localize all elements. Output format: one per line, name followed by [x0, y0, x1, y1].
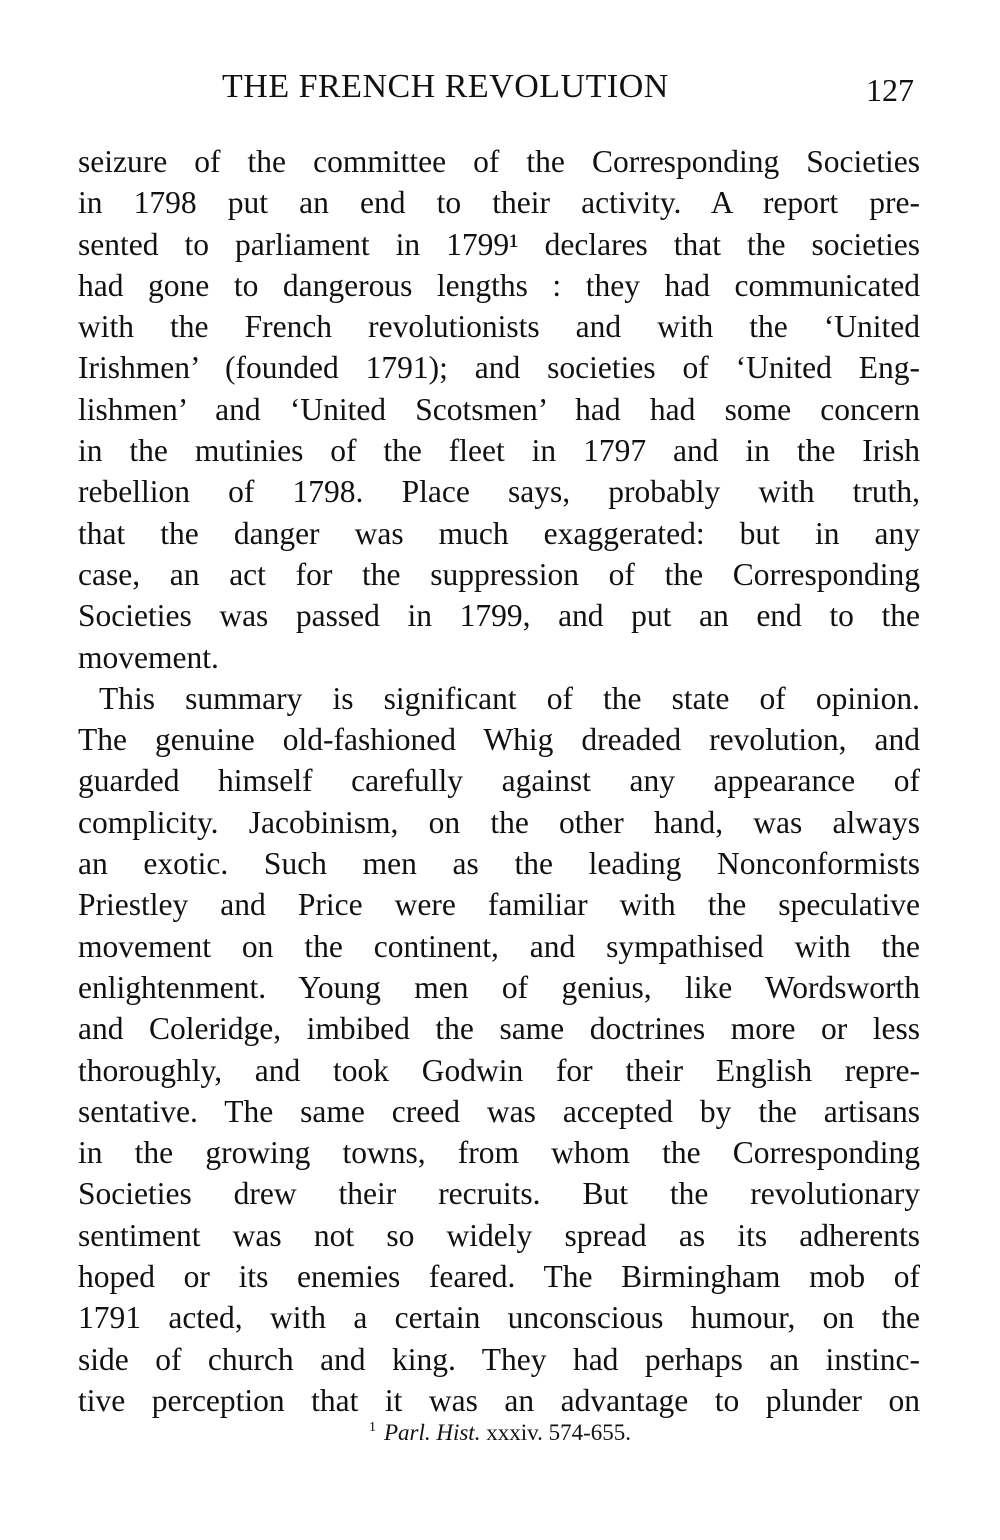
text-line: complicity. Jacobinism, on the other hand, was always: [78, 804, 920, 840]
text-line: rebellion of 1798. Place says, probably with truth,: [78, 474, 920, 510]
paragraph: [78, 678, 920, 1421]
page-number: 127: [866, 72, 914, 108]
text-line: guarded himself carefully against any appearance of: [78, 763, 920, 799]
text-line: sented to parliament in 1799¹ declares that the societies: [78, 226, 920, 262]
text-line: that the danger was much exaggerated: but in any: [78, 515, 920, 551]
text-line: enlightenment. Young men of genius, like Wordsworth: [78, 969, 920, 1005]
text-line: and Coleridge, imbibed the same doctrines more or less: [78, 1011, 920, 1047]
running-title: THE FRENCH REVOLUTION: [222, 68, 669, 105]
text-line: movement on the continent, and sympathised with the: [78, 928, 920, 964]
text-line: sentiment was not so widely spread as its adherents: [78, 1217, 920, 1253]
text-line: This summary is significant of the state of opinion.: [99, 680, 920, 716]
text-line: in the mutinies of the fleet in 1797 and in the Irish: [78, 433, 920, 469]
text-line: lishmen’ and ‘United Scotsmen’ had had some concern: [78, 391, 920, 427]
paragraph: [78, 141, 920, 678]
text-line: in 1798 put an end to their activity. A report pre-: [78, 185, 920, 221]
footnote-mark: 1: [368, 1420, 376, 1436]
footnote-reference: xxxiv. 574-655.: [486, 1420, 632, 1445]
text-line: Irishmen’ (founded 1791); and societies of ‘United Eng-: [78, 350, 920, 386]
text-line: had gone to dangerous lengths : they had communicated: [78, 267, 920, 303]
text-line: The genuine old-fashioned Whig dreaded revolution, and: [78, 722, 920, 758]
text-line: seizure of the committee of the Corresponding Societies: [78, 144, 920, 179]
text-line: hoped or its enemies feared. The Birmingham mob of: [78, 1259, 920, 1295]
text-line: Societies drew their recruits. But the revolutionary: [78, 1176, 920, 1212]
text-line: case, an act for the suppression of the Corresponding: [78, 556, 920, 592]
text-line: in the growing towns, from whom the Corresponding: [78, 1135, 920, 1171]
text-line: tive perception that it was an advantage to plunder on: [78, 1382, 920, 1418]
text-line: thoroughly, and took Godwin for their English repre-: [78, 1052, 920, 1088]
text-line: with the French revolutionists and with the ‘United: [78, 309, 920, 345]
text-line: side of church and king. They had perhaps an instinc-: [78, 1341, 920, 1377]
body-text: [78, 141, 920, 1421]
text-line: Priestley and Price were familiar with the speculative: [78, 887, 920, 923]
footnote-work: Parl. Hist.: [383, 1420, 481, 1445]
text-line: an exotic. Such men as the leading Nonconformists: [78, 846, 920, 882]
text-line: Societies was passed in 1799, and put an end to the: [78, 598, 920, 634]
page-header: [0, 68, 1000, 118]
text-line: sentative. The same creed was accepted by the artisans: [78, 1093, 920, 1129]
text-line: 1791 acted, with a certain unconscious humour, on the: [78, 1300, 920, 1336]
text-line: movement.: [78, 639, 219, 675]
footnote: [0, 1420, 1000, 1446]
